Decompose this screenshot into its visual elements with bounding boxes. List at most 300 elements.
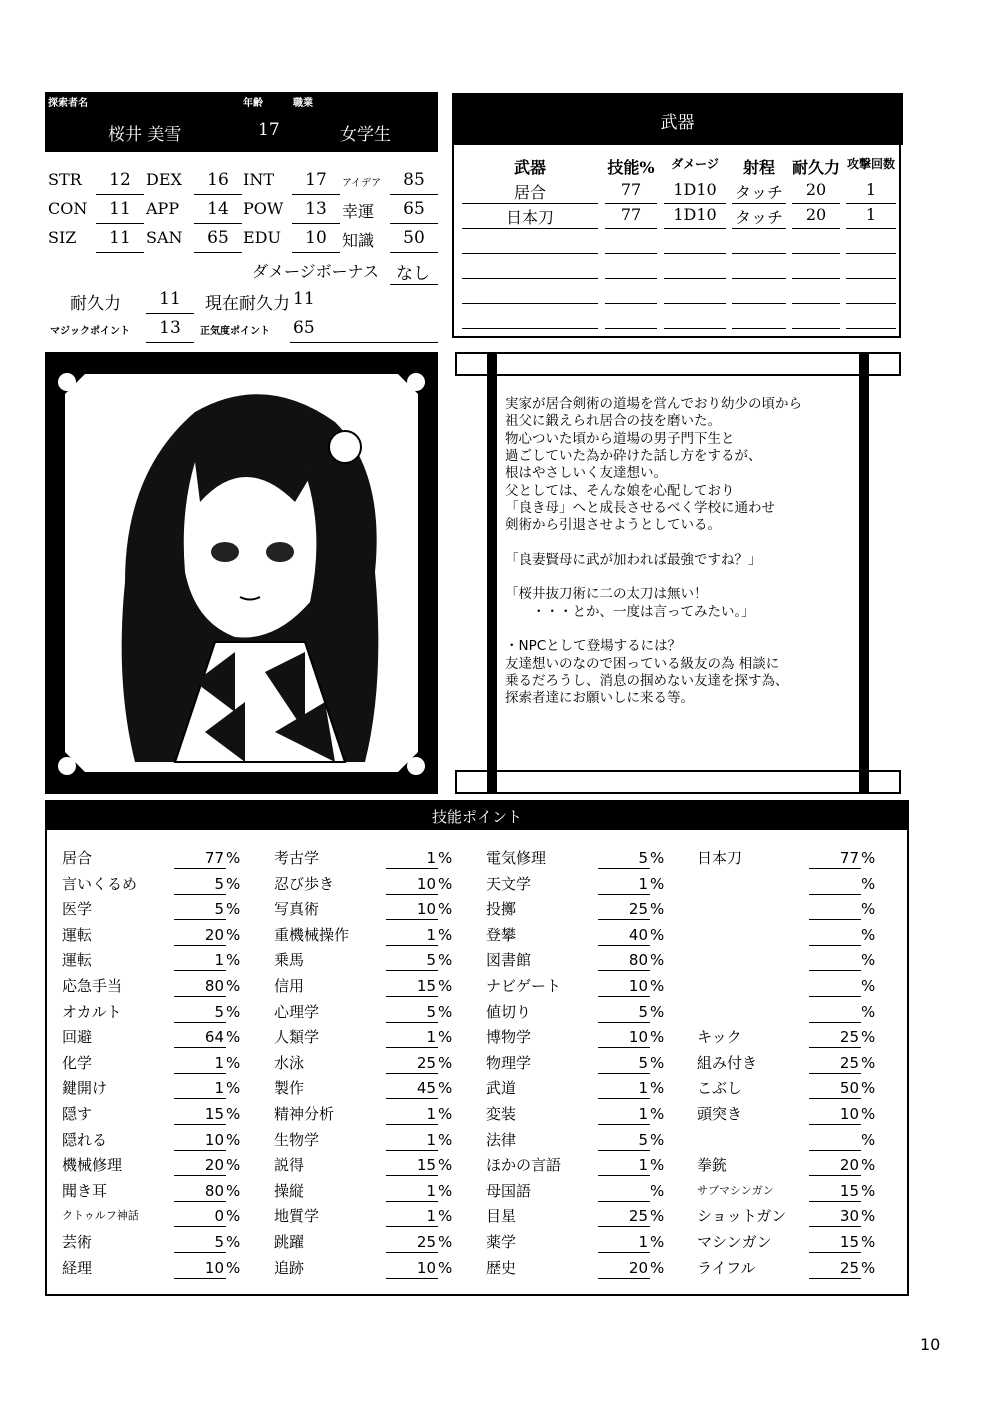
skill-row	[697, 974, 897, 998]
skill-percent: %	[438, 849, 453, 867]
stat-value: 11	[109, 228, 131, 248]
skill-value: 10	[174, 1256, 226, 1279]
skill-row	[62, 1102, 262, 1126]
skill-percent: %	[226, 1079, 241, 1098]
skill-row	[62, 897, 262, 921]
weapon-cell-line	[792, 328, 840, 329]
stat-label: EDU	[243, 228, 281, 247]
weapon-cell-line	[792, 303, 840, 304]
skill-value: 25	[809, 1051, 861, 1074]
skill-percent: %	[650, 1207, 665, 1226]
skill-name: 図書館	[486, 951, 532, 970]
investigator-name: 桜井 美雪	[108, 125, 182, 145]
skill-value: 1	[386, 846, 438, 869]
skill-name: 応急手当	[62, 977, 123, 995]
skill-value	[598, 1179, 650, 1202]
weapon-cell: 日本刀	[505, 208, 554, 227]
stat-underline	[292, 194, 340, 195]
skill-row	[274, 948, 474, 972]
skill-name: 心理学	[274, 1002, 320, 1021]
skill-row	[486, 1000, 686, 1024]
skill-percent: %	[226, 1028, 241, 1047]
stat-value: 85	[403, 170, 425, 190]
skill-name: 登攀	[486, 925, 517, 944]
skill-row	[274, 1076, 474, 1100]
skill-percent: %	[650, 1053, 665, 1072]
skill-value: 80	[174, 1179, 226, 1202]
name-label: 探索者名	[48, 98, 88, 109]
skill-name: 鍵開け	[62, 1079, 108, 1098]
skill-percent: %	[226, 1130, 241, 1149]
skill-percent: %	[861, 1233, 876, 1251]
skill-row	[697, 1256, 897, 1280]
skill-row	[486, 1204, 686, 1228]
weapon-cell-line	[605, 278, 657, 279]
weapon-cell-line	[664, 253, 726, 254]
skill-value: 20	[174, 923, 226, 946]
skill-value: 1	[598, 872, 650, 895]
skill-row	[486, 897, 686, 921]
stat-value: 50	[403, 228, 425, 248]
weapon-cell: 1	[865, 205, 877, 224]
skill-percent: %	[438, 1053, 453, 1072]
weapon-cell-line	[732, 303, 786, 304]
skill-percent: %	[650, 900, 665, 919]
weapon-cell-line	[846, 278, 896, 279]
skill-row	[62, 1153, 262, 1177]
skill-name: 値切り	[486, 1002, 532, 1021]
skill-value: 1	[598, 1230, 650, 1253]
skill-name: ショットガン	[697, 1207, 787, 1226]
skill-value: 25	[386, 1230, 438, 1253]
skill-percent: %	[438, 925, 453, 944]
portrait-frame	[45, 352, 438, 794]
skill-row	[62, 1025, 262, 1049]
skill-row	[274, 974, 474, 998]
skill-value: 15	[386, 974, 438, 997]
skill-value	[809, 948, 861, 971]
weapon-cell: 居合	[513, 183, 546, 202]
weapon-cell-line	[732, 203, 786, 204]
skill-value: 5	[174, 897, 226, 920]
skill-name: 操縦	[274, 1181, 305, 1200]
skill-row	[486, 1179, 686, 1203]
skill-value: 5	[598, 1000, 650, 1023]
skill-name: 地質学	[274, 1207, 320, 1226]
skill-row	[486, 872, 686, 896]
weapon-cell-line	[605, 328, 657, 329]
damage-bonus-value: なし	[396, 264, 430, 284]
stat-label: CON	[48, 199, 88, 218]
skill-value: 45	[386, 1076, 438, 1099]
stat-value: 14	[207, 199, 229, 219]
skill-percent: %	[226, 1181, 241, 1200]
stat-label: SAN	[146, 228, 183, 247]
skill-name: 人類学	[274, 1028, 320, 1047]
weapon-cell-line	[462, 253, 598, 254]
skill-row	[62, 846, 262, 870]
skill-percent: %	[861, 951, 876, 970]
skill-percent: %	[861, 1079, 876, 1098]
skill-row	[697, 897, 897, 921]
skill-name: 機械修理	[62, 1156, 123, 1175]
skill-percent: %	[861, 900, 876, 919]
skill-row	[486, 923, 686, 947]
skill-row	[697, 1000, 897, 1024]
stat-underline	[292, 223, 340, 224]
job-label: 職業	[293, 98, 313, 109]
stat-label: STR	[48, 170, 82, 189]
skill-name: 拳銃	[697, 1156, 728, 1175]
skill-name: 精神分析	[274, 1105, 335, 1123]
weapon-header-cell: 技能%	[607, 158, 655, 177]
skill-row	[62, 1051, 262, 1075]
stat-label: アイデア	[342, 178, 382, 189]
skill-percent: %	[438, 1207, 453, 1226]
skill-row	[62, 872, 262, 896]
skill-value: 5	[174, 1000, 226, 1023]
stat-value: 11	[109, 199, 131, 219]
damage-bonus-label: ダメージボーナス	[252, 262, 380, 281]
skill-name: 芸術	[62, 1233, 93, 1251]
skill-row	[274, 1230, 474, 1254]
weapon-cell-line	[732, 328, 786, 329]
weapon-cell-line	[664, 328, 726, 329]
skill-row	[486, 1230, 686, 1254]
skill-percent: %	[438, 1028, 453, 1047]
skill-percent: %	[438, 1258, 453, 1277]
weapon-cell-line	[605, 253, 657, 254]
bio-line: 祖父に鍛えられ居合の技を磨いた。	[505, 413, 721, 430]
weapon-cell-line	[605, 303, 657, 304]
skill-row	[274, 872, 474, 896]
weapon-cell-line	[664, 203, 726, 204]
skill-percent: %	[226, 951, 241, 970]
skills-title: 技能ポイント	[431, 808, 522, 826]
skill-percent: %	[438, 1233, 453, 1251]
skill-value: 1	[174, 948, 226, 971]
skill-value: 5	[174, 872, 226, 895]
skill-name: 生物学	[274, 1130, 320, 1149]
skill-row	[486, 846, 686, 870]
bio-line: 父としては、そんな娘を心配しており	[505, 482, 735, 499]
bio-line: 過ごしていた為か砕けた話し方をするが、	[505, 447, 762, 464]
skill-percent: %	[650, 1156, 665, 1175]
skill-name: 忍び歩き	[274, 874, 335, 893]
skill-name: 乗馬	[274, 951, 305, 970]
skill-row	[697, 923, 897, 947]
skill-percent: %	[226, 874, 241, 893]
skill-value: 25	[809, 1256, 861, 1279]
weapon-cell: 1D10	[673, 180, 717, 199]
skill-value: 1	[386, 1128, 438, 1151]
skill-row	[486, 1025, 686, 1049]
skill-percent: %	[650, 1181, 665, 1200]
mp-label: マジックポイント	[50, 326, 130, 337]
bio-line: 剣術から引退させようとしている。	[505, 517, 721, 534]
skill-row	[274, 897, 474, 921]
skill-percent: %	[861, 1053, 876, 1072]
skill-name: 運転	[62, 951, 93, 970]
stat-label: 知識	[342, 231, 375, 250]
skill-name: 法律	[486, 1130, 517, 1149]
skill-percent: %	[650, 951, 665, 970]
skill-percent: %	[650, 1258, 665, 1277]
weapon-header-cell: 射程	[742, 158, 775, 177]
skill-name: 電気修理	[486, 849, 547, 867]
bio-line: 物心ついた頃から道場の男子門下生と	[505, 430, 735, 447]
weapon-cell-line	[664, 228, 726, 229]
skill-name: 写真術	[274, 900, 320, 919]
skill-name: ほかの言語	[486, 1156, 562, 1175]
skill-row	[274, 1179, 474, 1203]
skill-row	[697, 948, 897, 972]
skill-percent: %	[650, 977, 665, 995]
skill-percent: %	[226, 1105, 241, 1123]
skill-value: 15	[809, 1230, 861, 1253]
skill-percent: %	[861, 1156, 876, 1175]
stat-value: 13	[305, 199, 327, 219]
skill-value: 10	[386, 872, 438, 895]
skill-row	[62, 1256, 262, 1280]
weapon-cell-line	[846, 328, 896, 329]
skill-row	[697, 1128, 897, 1152]
skill-value: 25	[809, 1025, 861, 1048]
skill-value: 10	[598, 1025, 650, 1048]
stat-value: 17	[305, 170, 327, 190]
stat-underline	[96, 252, 144, 253]
weapon-cell-line	[664, 278, 726, 279]
stat-underline	[194, 252, 242, 253]
skill-value: 20	[598, 1256, 650, 1279]
stat-underline	[390, 252, 438, 253]
weapon-cell-line	[792, 228, 840, 229]
weapon-cell: 20	[805, 205, 827, 224]
age-label: 年齢	[243, 98, 263, 109]
bio-line: 探索者達にお願いしに来る等。	[505, 690, 694, 707]
skill-value: 40	[598, 923, 650, 946]
weapon-cell: 1D10	[673, 205, 717, 224]
skill-name: 日本刀	[697, 849, 743, 867]
investigator-age: 17	[258, 120, 280, 140]
skill-value: 30	[809, 1204, 861, 1227]
skill-name: マシンガン	[697, 1233, 772, 1251]
skill-row	[62, 1000, 262, 1024]
skill-percent: %	[861, 1028, 876, 1047]
skill-value: 1	[174, 1051, 226, 1074]
skill-row	[486, 1256, 686, 1280]
skill-value: 5	[598, 1128, 650, 1151]
skill-value: 10	[809, 1102, 861, 1125]
skill-row	[62, 948, 262, 972]
skill-name: 考古学	[274, 849, 320, 867]
current-hp-value: 11	[293, 289, 315, 309]
stat-value: 12	[109, 170, 131, 190]
skill-value: 15	[386, 1153, 438, 1176]
skill-percent: %	[650, 849, 665, 867]
skill-value	[809, 974, 861, 997]
skill-row	[62, 1128, 262, 1152]
skill-name: こぶし	[697, 1079, 743, 1098]
skill-row	[62, 1204, 262, 1228]
skill-value: 77	[174, 846, 226, 869]
stat-label: APP	[146, 199, 180, 218]
weapon-cell-line	[605, 203, 657, 204]
skill-value: 10	[174, 1128, 226, 1151]
skill-value: 10	[598, 974, 650, 997]
weapon-cell-line	[462, 228, 598, 229]
stat-value: 10	[305, 228, 327, 248]
skill-percent: %	[226, 849, 241, 867]
skill-row	[274, 1102, 474, 1126]
weapon-cell-line	[792, 278, 840, 279]
skill-row	[274, 1204, 474, 1228]
skill-name: 聞き耳	[62, 1181, 108, 1200]
skill-row	[274, 923, 474, 947]
skill-value	[809, 1128, 861, 1151]
skill-percent: %	[438, 1156, 453, 1175]
skill-value: 50	[809, 1076, 861, 1099]
page-number: 10	[920, 1335, 941, 1354]
skill-value: 5	[386, 948, 438, 971]
skill-name: 重機械操作	[274, 925, 350, 944]
skill-name: 居合	[62, 849, 93, 867]
skill-percent: %	[650, 1130, 665, 1149]
current-hp-label: 現在耐久力	[205, 294, 290, 314]
portrait-illustration	[45, 352, 438, 794]
skill-name: 運転	[62, 925, 93, 944]
skill-row	[274, 1128, 474, 1152]
hp-value: 11	[159, 289, 181, 309]
bio-line: 「桜井抜刀術に二の太刀は無い！	[505, 586, 708, 603]
skill-percent: %	[438, 951, 453, 970]
skill-name: キック	[697, 1028, 742, 1047]
stat-underline	[194, 223, 242, 224]
skill-value: 15	[174, 1102, 226, 1125]
skill-row	[697, 1102, 897, 1126]
skill-percent: %	[438, 977, 453, 995]
stat-label: SIZ	[48, 228, 77, 247]
weapon-cell-line	[732, 228, 786, 229]
skill-row	[274, 1025, 474, 1049]
weapon-cell-line	[846, 203, 896, 204]
skill-row	[62, 1179, 262, 1203]
skill-row	[486, 948, 686, 972]
stat-underline	[194, 194, 242, 195]
skill-value: 1	[598, 1102, 650, 1125]
skill-percent: %	[226, 1156, 241, 1175]
skill-value: 80	[174, 974, 226, 997]
skill-value: 15	[809, 1179, 861, 1202]
sanity-label: 正気度ポイント	[200, 326, 270, 337]
stat-value: 65	[207, 228, 229, 248]
skill-row	[62, 974, 262, 998]
weapon-cell-line	[846, 228, 896, 229]
skill-percent: %	[438, 1105, 453, 1123]
skill-name: 頭突き	[697, 1105, 743, 1123]
skill-percent: %	[226, 925, 241, 944]
weapon-cell: タッチ	[734, 183, 783, 202]
skill-row	[697, 1025, 897, 1049]
skill-name: ナビゲート	[486, 977, 562, 995]
weapon-cell-line	[462, 203, 598, 204]
skill-row	[274, 1000, 474, 1024]
skill-value: 64	[174, 1025, 226, 1048]
skill-name: 隠す	[62, 1105, 93, 1123]
skill-percent: %	[650, 1079, 665, 1098]
skill-value: 1	[174, 1076, 226, 1099]
skill-row	[697, 846, 897, 870]
skill-row	[274, 1051, 474, 1075]
skill-percent: %	[226, 1233, 241, 1251]
skill-percent: %	[861, 874, 876, 893]
skill-row	[697, 872, 897, 896]
skill-value: 25	[598, 897, 650, 920]
weapon-cell-line	[792, 253, 840, 254]
skill-name: クトゥルフ神話	[62, 1209, 139, 1223]
weapon-cell: 77	[620, 180, 642, 199]
skill-name: 跳躍	[274, 1233, 305, 1251]
skill-row	[274, 1153, 474, 1177]
skill-percent: %	[438, 1079, 453, 1098]
skill-percent: %	[861, 1002, 876, 1021]
weapons-title: 武器	[660, 113, 695, 133]
weapon-cell-line	[605, 228, 657, 229]
skill-percent: %	[861, 977, 876, 995]
weapon-cell: 20	[805, 180, 827, 199]
skill-row	[486, 974, 686, 998]
stat-underline	[96, 194, 144, 195]
skill-name: 組み付き	[697, 1053, 758, 1072]
skill-value: 1	[386, 1204, 438, 1227]
bio-line: 根はやさしいく友達想い。	[505, 465, 667, 482]
skill-row	[697, 1204, 897, 1228]
weapon-header-cell: 耐久力	[792, 158, 841, 177]
skill-percent: %	[226, 900, 241, 919]
skill-percent: %	[861, 1258, 876, 1277]
skill-name: オカルト	[62, 1002, 122, 1021]
skill-name: 言いくるめ	[62, 874, 138, 893]
stat-underline	[292, 252, 340, 253]
skill-value: 25	[598, 1204, 650, 1227]
skill-value: 1	[386, 1179, 438, 1202]
skill-row	[486, 1102, 686, 1126]
bio-line: ・NPCとして登場するには？	[505, 638, 682, 655]
skill-value	[809, 897, 861, 920]
skill-row	[697, 1179, 897, 1203]
bio-line: ・・・とか、一度は言ってみたい。」	[505, 603, 755, 620]
skill-name: 歴史	[486, 1258, 517, 1277]
skill-row	[274, 846, 474, 870]
bio-line: 乗るだろうし、消息の掴めない友達を探す為、	[505, 672, 789, 689]
weapon-header-cell: ダメージ	[671, 157, 719, 171]
weapon-cell-line	[792, 203, 840, 204]
weapon-cell-line	[846, 303, 896, 304]
bio-line: 「良き母」へと成長させるべく学校に通わせ	[505, 499, 775, 516]
skill-value: 5	[598, 1051, 650, 1074]
skill-name: 医学	[62, 900, 93, 919]
investigator-job: 女学生	[340, 125, 391, 145]
weapon-cell-line	[732, 253, 786, 254]
skill-value	[809, 1000, 861, 1023]
skill-row	[486, 1051, 686, 1075]
skill-name: 経理	[62, 1258, 93, 1277]
bio-line: 友達想いのなので困っている級友の為 相談に	[505, 655, 780, 672]
skill-value: 25	[386, 1051, 438, 1074]
stat-label: INT	[243, 170, 274, 189]
skill-row	[274, 1256, 474, 1280]
skill-name: 天文学	[486, 874, 532, 893]
